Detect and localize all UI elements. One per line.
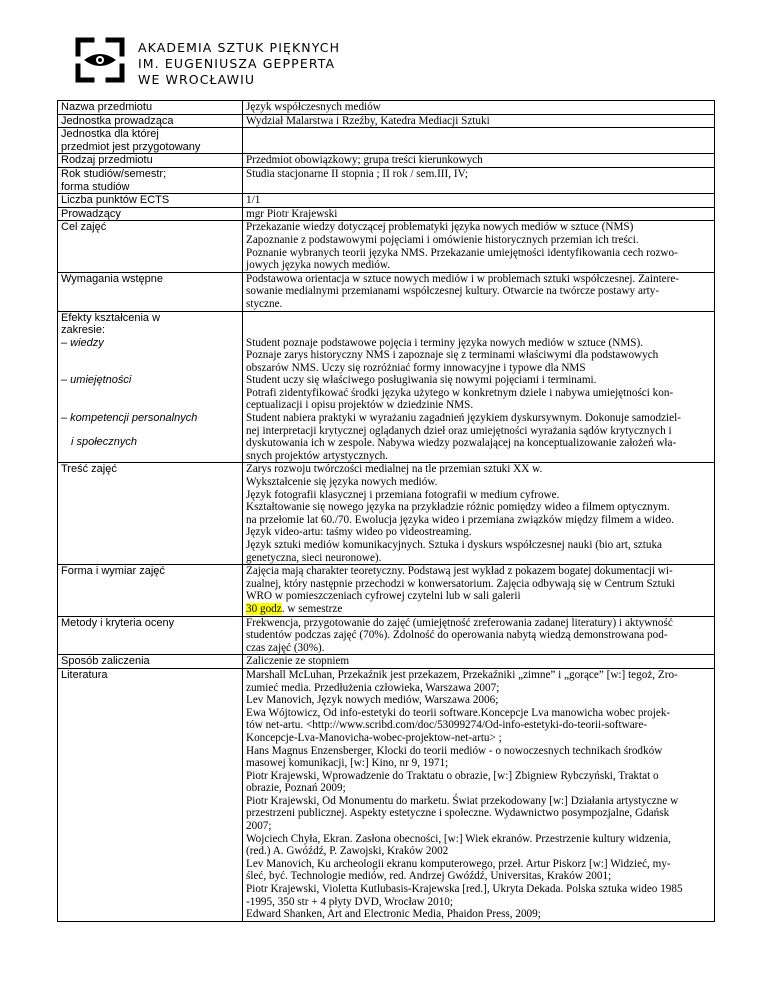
spacer [246,312,711,337]
label-ects: Liczba punktów ECTS [58,194,243,208]
literatura-line: zumieć media. Przedłużenia człowieka, Warszawa 2007; [246,681,500,694]
hours-highlight: 30 godz [246,602,282,615]
forma-line: Zajęcia mają charakter teoretyczny. Podstawą jest wykład z pokazem bogatej dokumentacji wi- [246,565,673,578]
label-literatura: Literatura [58,668,243,921]
kompetencji-line: nej interpretacji krytycznej oglądanych dzieł oraz umiejętności wyrażania sądów krytycznych i [246,424,672,437]
literatura-line: 2007; [246,820,272,833]
tresc-line: genetyczna, sieci neuronowe). [246,551,382,564]
label-rodzaj: Rodzaj przedmiotu [58,154,243,168]
label-wiedzy: – wiedzy [61,336,104,349]
row-forma [58,565,715,616]
kompetencji-line: snych projektów artystycznych. [246,449,388,462]
institution-name [138,40,340,88]
value-wymagania [243,272,715,311]
label-umiejetnosci: – umiejętności [61,374,132,387]
value-efekty [243,311,715,463]
forma-line: zualnej, który następnie przechodzi w konwersatorium. Zajęcia odbywają się w Centrum Sztuki [246,577,676,590]
kompetencji-line: Student nabiera praktyki w wyrażaniu zagadnień językiem dyskursywnym. Dokonuje samodziel- [246,412,681,425]
umiejetnosci-line: Student uczy się właściwego posługiwania się nowymi pojęciami i terminami. [246,374,597,387]
row-prowadzacy [58,207,715,221]
umiejetnosci-line: Potrafi zidentyfikować środki języka użytego w konkretnym dziele i nabywa umiejętności kon- [246,386,674,399]
row-rodzaj [58,154,715,168]
literatura-line: śleć, być. Technologie mediów, red. Andrzej Gwóźdź, Universitas, Kraków 2001; [246,870,612,883]
row-metody [58,616,715,655]
label-kompetencji: – kompetencji personalnych [61,411,198,424]
literatura-line: Piotr Krajewski, Wprowadzenie do Traktatu o obrazie, [w:] Zbigniew Rybczyński, Traktat o [246,769,659,782]
metody-line: studentów podczas zajęć (70%). Zdolność do operowania nabytą wiedzą demonstrowana pod- [246,629,668,642]
forma-hours-line [246,603,711,616]
value-tresc [243,463,715,565]
value-prowadzacy: mgr Piotr Krajewski [243,207,715,221]
label-wymagania: Wymagania wstępne [58,272,243,311]
cel-line: jowych języka nowych mediów. [246,259,391,272]
row-nazwa [58,101,715,115]
label-dla [58,128,243,154]
literatura-line: Piotr Krajewski, Od Monumentu do marketu. Świat przekodowany [w:] Działania artystyczne w [246,794,679,807]
literatura-line: Wojciech Chyła, Ekran. Zasłona obecności, [w:] Wiek ekranów. Przestrzenie kultury widzenia, [246,832,671,845]
label-prowadzacy: Prowadzący [58,207,243,221]
tresc-line: Język sztuki mediów komunikacyjnych. Sztuka i dyskurs współczesnej nauki (bio art, sztuka [246,539,663,551]
academy-logo [70,34,130,86]
spacer [61,349,239,374]
label-rok-line-1: Rok studiów/semestr; [61,167,167,180]
literatura-line: Ewa Wójtowicz, Od info-estetyki do teorii software.Koncepcje Lva manowicha wobec projek- [246,706,671,719]
value-jednostka: Wydział Malarstwa i Rzeźby, Katedra Mediacji Sztuki [243,114,715,128]
row-literatura [58,668,715,921]
label-forma: Forma i wymiar zajęć [58,565,243,616]
tresc-line: Wykształcenie się języka nowych mediów. [246,476,438,489]
institution-line-1: AKADEMIA SZTUK PIĘKNYCH [138,40,341,55]
forma-line: WRO w pomieszczeniach cyfrowej czytelni lub w sali galerii [246,590,521,603]
cel-line: Zapoznanie z podstawowymi pojęciami i omówienie historycznych przemian ich treści. [246,233,639,246]
value-forma [243,565,715,616]
institution-line-2: IM. EUGENIUSZA GEPPERTA [138,56,336,71]
syllabus-table [57,100,715,922]
value-ects: 1/1 [243,194,715,208]
wymagania-line: Podstawowa orientacja w sztuce nowych mediów i w problemach sztuki współczesnej. Zaintere- [246,272,680,285]
wymagania-line: styczne. [246,297,283,310]
spacer [61,424,239,436]
literatura-line: Hans Magnus Enzensberger, Klocki do teorii mediów - o nowoczesnych technikach środków [246,744,663,757]
value-metody [243,616,715,655]
wiedzy-line: obszarów NMS. Uczy się rozróżniać formy innowacyjne i typowe dla NMS [246,361,586,374]
metody-line: czas zajęć (30%). [246,641,325,654]
label-rok [58,167,243,193]
row-cel [58,221,715,272]
value-sposob: Zaliczenie ze stopniem [243,655,715,669]
label-dla-line-2: przedmiot jest przygotowany [61,140,201,153]
label-jednostka: Jednostka prowadząca [58,114,243,128]
label-efekty [58,311,243,463]
row-wymagania [58,272,715,311]
wiedzy-line: Poznaje zarys historyczny NMS i zapoznaje się z terminami właściwymi dla podstawowych [246,349,659,362]
row-tresc [58,463,715,565]
tresc-line: Kształtowanie się nowego języka na przykładzie różnic pomiędzy wideo a filmem optycznym. [246,501,670,514]
label-dla-line-1: Jednostka dla której [61,128,159,141]
value-rok: Studia stacjonarne II stopnia ; II rok / sem.III, IV; [243,167,715,193]
literatura-line: Lev Manovich, Ku archeologii ekranu komputerowego, przeł. Artur Piskorz [w:] Widzieć, my- [246,857,671,870]
kompetencji-line: dyskutowania ich w zespole. Nabywa wiedzy pozwalającej na konceptualizowanie założeń wła- [246,437,677,450]
cel-line: Przekazanie wiedzy dotyczącej problematyki języka nowych mediów w sztuce (NMS) [246,221,634,234]
hours-rest: . w semestrze [281,602,343,615]
metody-line: Frekwencja, przygotowanie do zajęć (umiejętność zreferowania zadanej literatury) i aktywność [246,616,673,629]
label-sposob: Sposób zaliczenia [58,655,243,669]
cel-line: Poznanie wybranych teorii języka NMS. Przekazanie umiejętności identyfikowania cech rozwo- [246,246,678,259]
row-rok [58,167,715,193]
tresc-line: Język fotografii klasycznej i przemiana fotografii w medium cyfrowe. [246,488,560,501]
institution-line-3: WE WROCŁAWIU [138,72,256,87]
label-tresc: Treść zajęć [58,463,243,565]
value-cel [243,221,715,272]
wymagania-line: sowanie medialnymi przemianami współczesnej kultury. Otwarcie na twórcze postawy arty- [246,285,660,298]
row-jednostka [58,114,715,128]
row-ects [58,194,715,208]
tresc-line: na przełomie lat 60./70. Ewolucja języka wideo i przemiana związków między filmem a wideo. [246,513,675,526]
label-nazwa: Nazwa przedmiotu [58,101,243,115]
label-spolecznych: i społecznych [71,436,138,449]
literatura-line: -1995, 350 str + 4 płyty DVD, Wrocław 2010; [246,895,454,908]
label-metody: Metody i kryteria oceny [58,616,243,655]
literatura-line: tów net-artu. <http://www.scribd.com/doc/53099274/Od-info-estetyki-do-teorii-software- [246,719,648,732]
value-literatura [243,668,715,921]
wiedzy-line: Student poznaje podstawowe pojęcia i terminy języka nowych mediów w sztuce (NMS). [246,336,644,349]
literatura-line: Edward Shanken, Art and Electronic Media, Phaidon Press, 2009; [246,908,541,921]
value-rodzaj: Przedmiot obowiązkowy; grupa treści kierunkowych [243,154,715,168]
value-dla [243,128,715,154]
literatura-line: masowej komunikacji, [w:] Kino, nr 9, 1971; [246,757,449,770]
label-cel: Cel zajęć [58,221,243,272]
literatura-line: Marshall McLuhan, Przekaźnik jest przekazem, Przekaźniki „zimne” i „gorące” [w:] tegoż, Zro- [246,668,678,681]
literatura-line: Lev Manovich, Język nowych mediów, Warszawa 2006; [246,694,499,707]
literatura-line: Piotr Krajewski, Violetta Kutlubasis-Krajewska [red.], Ukryta Dekada. Polska sztuka wideo 1985 [246,883,683,896]
label-rok-line-2: forma studiów [61,180,130,193]
value-nazwa: Język współczesnych mediów [243,101,715,115]
literatura-line: (red.) A. Gwóźdź, P. Zawojski, Kraków 2002 [246,845,449,858]
label-efekty-line-2: zakresie: [61,324,106,337]
spacer [61,387,239,412]
literatura-line: obrazie, Poznań 2009; [246,782,346,795]
literatura-line: przestrzeni publicznej. Aspekty estetyczne i społeczne. Wydawnictwo posympozjalne, Gdańsk [246,807,670,820]
row-dla [58,128,715,154]
umiejetnosci-line: ceptualizacji i opisu projektów w dziedzinie NMS. [246,399,474,412]
tresc-line: Zarys rozwoju twórczości medialnej na tle przemian sztuki XX w. [246,463,543,476]
label-efekty-line-1: Efekty kształcenia w [61,311,161,324]
row-sposob [58,655,715,669]
row-efekty [58,311,715,463]
tresc-line: Język video-artu: taśmy wideo po videostreaming. [246,526,472,539]
literatura-line: Koncepcje-Lva-Manovicha-wobec-projektow-net-artu> ; [246,731,502,744]
